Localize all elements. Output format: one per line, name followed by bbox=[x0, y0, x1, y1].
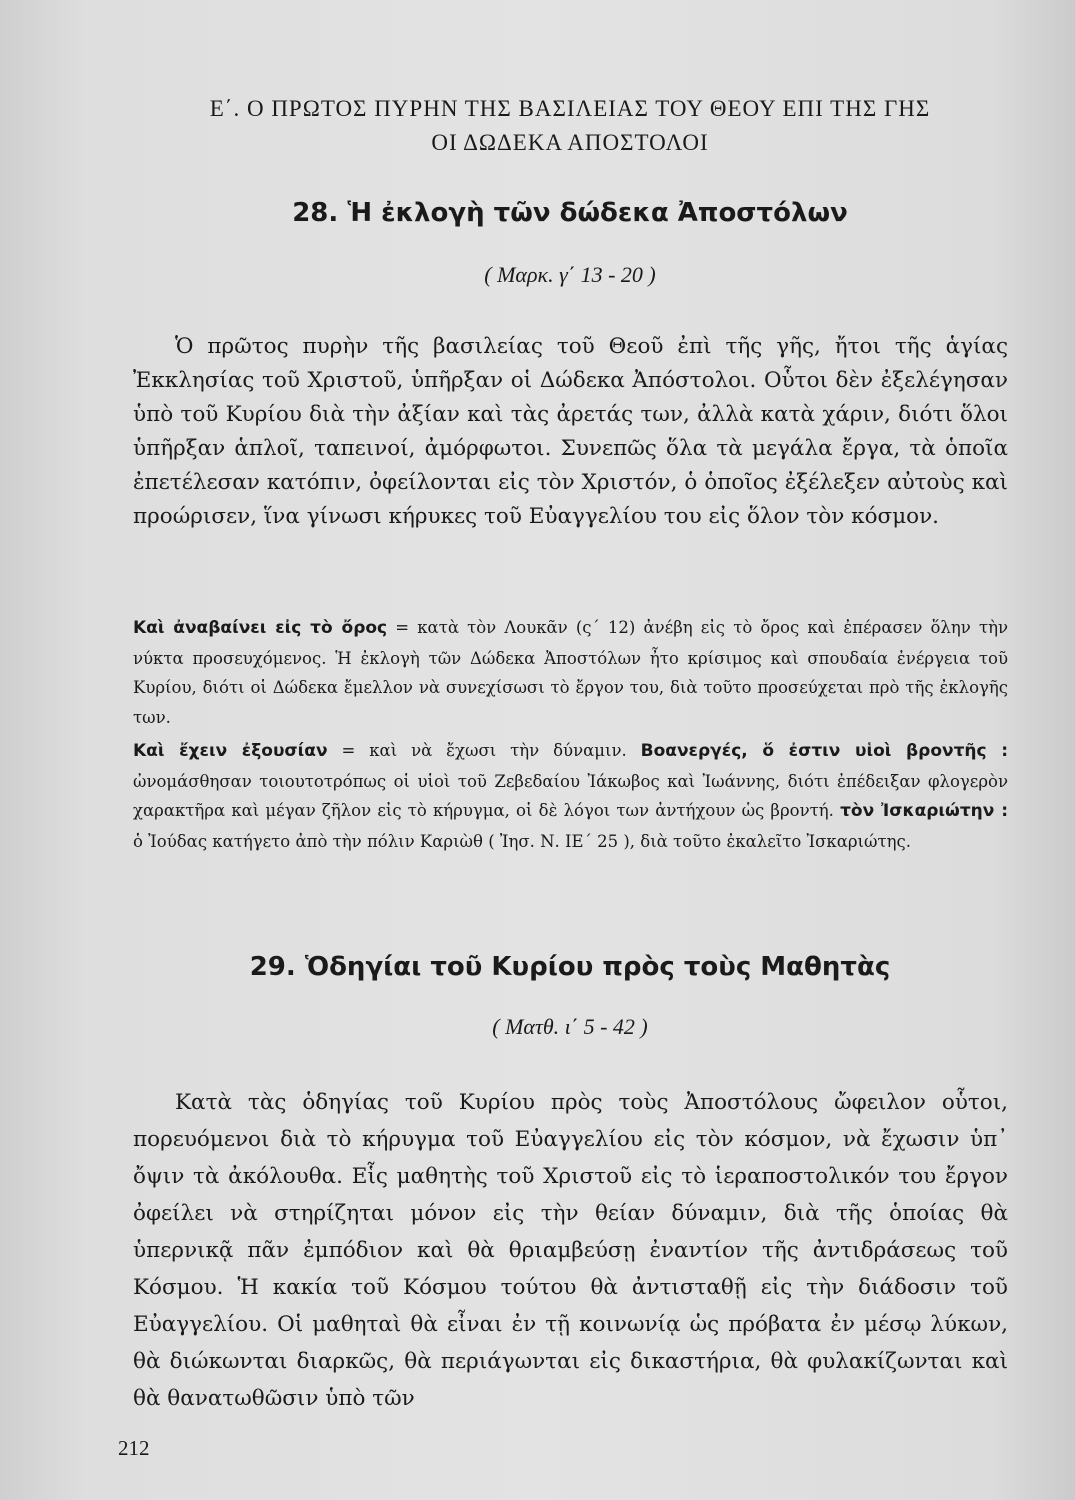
note-text: ὠνομάσθησαν τοιουτοτρόπως οἱ υἱοὶ τοῦ Ζεβεδαίου Ἰάκωβος καὶ Ἰωάννης, διότι ἐπέδειξαν φλογερὸν χαρακτῆρα καὶ μέγαν ζῆλον εἰς τὸ κήρυγμα, οἱ δὲ λόγοι των ἀντήχουν ὡς βροντή. bbox=[133, 771, 1008, 820]
page-number: 212 bbox=[118, 1436, 150, 1460]
section-28-paragraph: Ὁ πρῶτος πυρὴν τῆς βασιλείας τοῦ Θεοῦ ἐπὶ τῆς γῆς, ἤτοι τῆς ἁγίας Ἐκκλησίας τοῦ Χριστοῦ, ὑπῆρξαν οἱ Δώδεκα Ἀπόστολοι. Οὗτοι δὲν ἐξελέγησαν ὑπὸ τοῦ Κυρίου διὰ τὴν ἀξίαν καὶ τὰς ἀρετάς των, ἀλλὰ κατὰ χάριν, διότι ὅλοι ὑπῆρξαν ἁπλοῖ, ταπεινοί, ἀμόρφωτοι. Συνεπῶς ὅλα τὰ μεγάλα ἔργα, τὰ ὁποῖα ἐπετέλεσαν κατόπιν, ὀφείλονται εἰς τὸν Χριστόν, ὁ ὁποῖος ἐξέλεξεν αὐτοὺς καὶ προώρισεν, ἵνα γίνωσι κήρυκες τοῦ Εὐαγγελίου του εἰς ὅλον τὸν κόσμον. bbox=[133, 334, 1008, 529]
note-term: Καὶ ἔχειν ἐξουσίαν bbox=[133, 741, 328, 761]
section-29-title: 29. Ὁδηγίαι τοῦ Κυρίου πρὸς τοὺς Μαθητὰς bbox=[249, 952, 891, 982]
chapter-heading bbox=[130, 92, 1010, 160]
note-text: = κατὰ τὸν Λουκᾶν (ς΄ 12) ἀνέβη εἰς τὸ ὄρος καὶ ἐπέρασεν ὅλην τὴν νύκτα προσευχόμενος. Ἡ ἐκλογὴ τῶν Δώδεκα Ἀποστόλων ἦτο κρίσιμος καὶ σπουδαία ἐνέργεια τοῦ Κυρίου, διότι οἱ Δώδεκα ἔμελλον νὰ συνεχίσωσι τὸ ἔργον του, διὰ τοῦτο προσεύχεται πρὸ τῆς ἐκλογῆς των. bbox=[133, 618, 1008, 727]
note-text: = καὶ νὰ ἔχωσι τὴν δύναμιν. bbox=[327, 741, 641, 760]
note-text: ὁ Ἰούδας κατήγετο ἀπὸ τὴν πόλιν Καριὼθ ( Ἰησ. Ν. ΙΕ΄ 25 ), διὰ τοῦτο ἐκαλεῖτο Ἰσκαριώτης. bbox=[133, 831, 911, 851]
section-29-paragraph: Κατὰ τὰς ὁδηγίας τοῦ Κυρίου πρὸς τοὺς Ἀποστόλους ὤφειλον οὗτοι, πορευόμενοι διὰ τὸ κήρυγμα τοῦ Εὐαγγελίου εἰς τὸν κόσμον, νὰ ἔχωσιν ὑπ᾽ ὄψιν τὰ ἀκόλουθα. Εἷς μαθητὴς τοῦ Χριστοῦ εἰς τὸ ἱεραποστολικόν του ἔργον ὀφείλει νὰ στηρίζηται μόνον εἰς τὴν θείαν δύναμιν, διὰ τῆς ὁποίας θὰ ὑπερνικᾷ πᾶν ἐμπόδιον καὶ θὰ θριαμβεύσῃ ἐναντίον τῆς ἀντιδράσεως τοῦ Κόσμου. Ἡ κακία τοῦ Κόσμου τούτου θὰ ἀντισταθῇ εἰς τὴν διάδοσιν τοῦ Εὐαγγελίου. Οἱ μαθηταὶ θὰ εἶναι ἐν τῇ κοινωνίᾳ ὡς πρόβατα ἐν μέσῳ λύκων, θὰ διώκωνται διαρκῶς, θὰ περιάγωνται εἰς δικαστήρια, θὰ φυλακίζωνται καὶ θὰ θανατωθῶσιν ὑπὸ τῶν bbox=[133, 1090, 1008, 1411]
note-term: Βοανεργές, ὅ ἐστιν υἱοὶ βροντῆς : bbox=[640, 741, 1008, 761]
chapter-title: Ε΄. Ο ΠΡΩΤΟΣ ΠΥΡΗΝ ΤΗΣ ΒΑΣΙΛΕΙΑΣ ΤΟΥ ΘΕΟΥ ΕΠΙ ΤΗΣ ΓΗΣ bbox=[209, 96, 931, 121]
section-28-reference: ( Μαρκ. γ΄ 13 - 20 ) bbox=[484, 262, 656, 287]
section-28-note-1 bbox=[133, 613, 1008, 732]
note-term: Καὶ ἀναβαίνει εἰς τὸ ὄρος bbox=[133, 618, 388, 638]
section-28-note-2 bbox=[133, 736, 1008, 856]
section-28-title: 28. Ἡ ἐκλογὴ τῶν δώδεκα Ἀποστόλων bbox=[292, 198, 848, 228]
note-term: τὸν Ἰσκαριώτην : bbox=[840, 801, 1008, 821]
chapter-subtitle: ΟΙ ΔΩΔΕΚΑ ΑΠΟΣΤΟΛΟΙ bbox=[431, 130, 709, 155]
section-29-reference: ( Ματθ. ι΄ 5 - 42 ) bbox=[492, 1014, 648, 1039]
